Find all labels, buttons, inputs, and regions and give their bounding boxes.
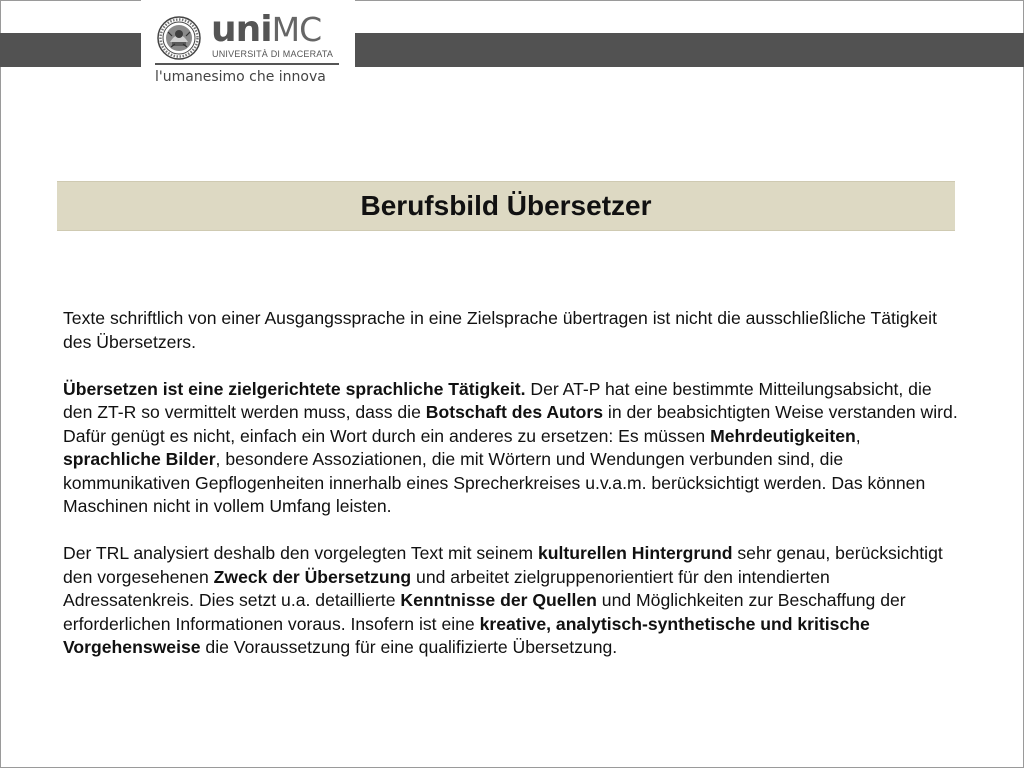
header-bar-left bbox=[0, 33, 141, 67]
slide-title: Berufsbild Übersetzer bbox=[360, 190, 652, 221]
paragraph-1 bbox=[63, 307, 963, 354]
title-band bbox=[57, 181, 955, 231]
paragraph-text: die Voraussetzung für eine qualifizierte Übersetzung. bbox=[200, 637, 618, 657]
emphasis-text: kreative, analytisch-synthetische und kritische Vorgehensweise bbox=[63, 613, 870, 657]
paragraph-text: sehr genau, berücksichtigt den vorgesehenen bbox=[63, 543, 943, 587]
paragraph-text: Texte schriftlich von einer Ausgangssprache in eine Zielsprache übertragen ist nicht die ausschließliche Tätigkeit des Übersetzers. bbox=[63, 308, 937, 352]
paragraph-text: und arbeitet zielgruppenorientiert für den intendierten Adressatenkreis. Dies setzt u.a. detaillierte bbox=[63, 566, 830, 610]
emphasis-text: Kenntnisse der Quellen bbox=[400, 590, 597, 610]
logo-subtitle: UNIVERSITÀ DI MACERATA bbox=[212, 49, 334, 59]
emphasis-text: Übersetzen ist eine zielgerichtete sprachliche Tätigkeit. bbox=[63, 378, 526, 399]
emphasis-text: Zweck der Übersetzung bbox=[213, 566, 412, 587]
paragraph-text: , besondere Assoziationen, die mit Wörtern und Wendungen verbunden sind, die kommunikativen Gepflogenheiten innerhalb eines Sprecherkreises u.v.a.m. berücksichtigt werden. Das können Maschinen nicht in vollem Umfang leisten. bbox=[63, 449, 926, 516]
university-seal-icon bbox=[157, 16, 201, 60]
logo-word-light: MC bbox=[271, 10, 322, 49]
logo-tagline: l'umanesimo che innova bbox=[155, 69, 326, 85]
paragraph-text: in der beabsichtigten Weise verstanden wird. Dafür genügt es nicht, einfach ein Wort durch ein anderes zu ersetzen: Es müssen bbox=[63, 402, 958, 446]
paragraph-3 bbox=[63, 542, 963, 660]
logo-divider bbox=[155, 63, 339, 65]
emphasis-text: Botschaft des Autors bbox=[425, 402, 604, 422]
emphasis-text: kulturellen Hintergrund bbox=[537, 543, 733, 563]
paragraph-text: , bbox=[855, 425, 861, 446]
university-logo bbox=[141, 0, 355, 92]
logo-wordmark bbox=[211, 9, 322, 50]
paragraph-text: Der TRL analysiert deshalb den vorgelegten Text mit seinem bbox=[63, 543, 538, 563]
header-bar-right bbox=[355, 33, 1024, 67]
slide-body bbox=[63, 307, 963, 683]
logo-word-bold: uni bbox=[211, 9, 272, 50]
paragraph-text: und Möglichkeiten zur Beschaffung der erforderlichen Informationen voraus. Insofern ist eine bbox=[63, 590, 906, 634]
emphasis-text: sprachliche Bilder bbox=[63, 449, 216, 469]
paragraph-2 bbox=[63, 378, 963, 519]
paragraph-text: Der AT-P hat eine bestimmte Mitteilungsabsicht, die den ZT-R so vermittelt werden muss, dass die bbox=[63, 378, 932, 422]
emphasis-text: Mehrdeutigkeiten bbox=[710, 425, 856, 446]
